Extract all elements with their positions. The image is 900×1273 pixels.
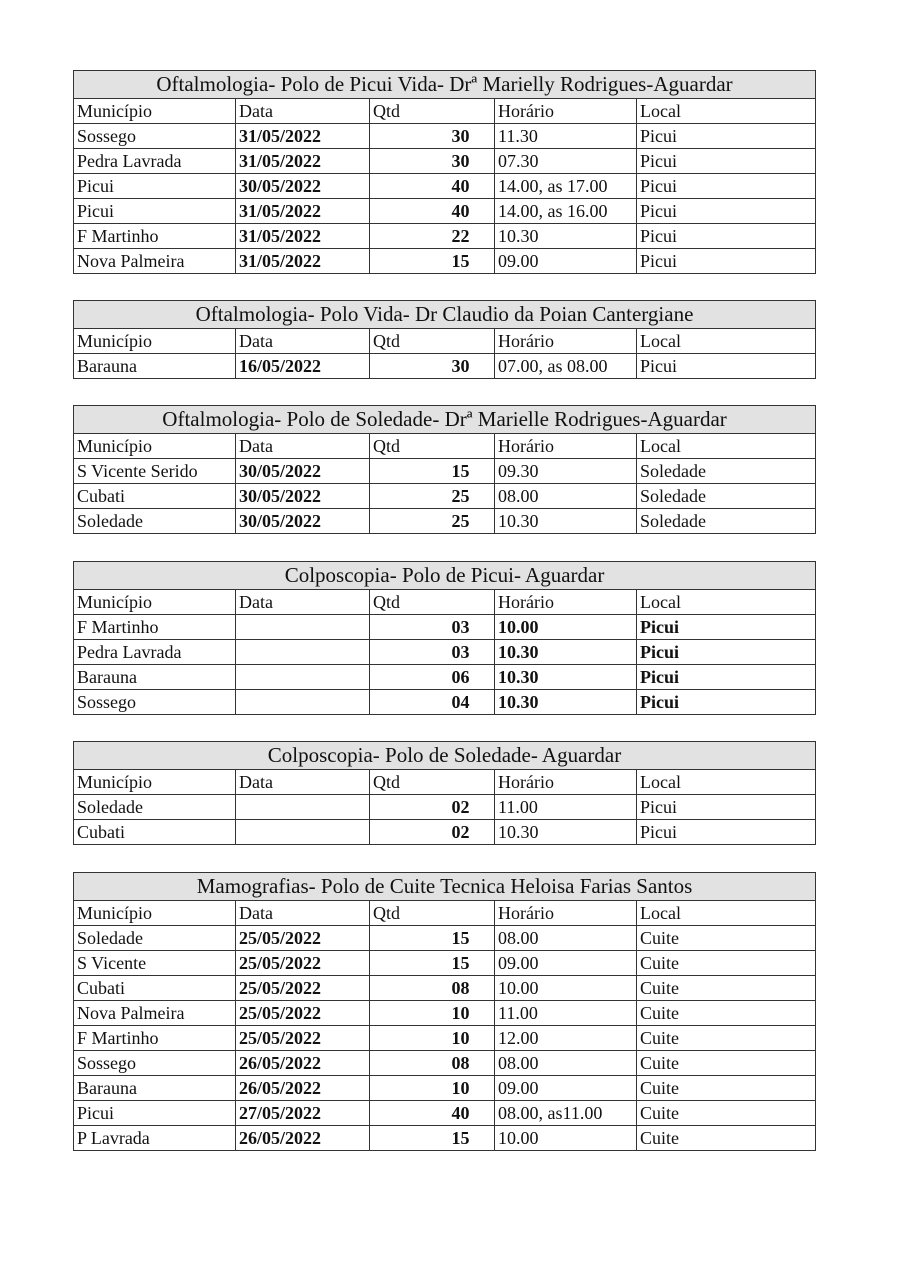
municipio: Picui	[74, 1101, 236, 1126]
table-title: Oftalmologia- Polo de Soledade- Drª Marielle Rodrigues-Aguardar	[74, 406, 816, 434]
data: 26/05/2022	[236, 1126, 370, 1151]
qtd: 30	[370, 124, 495, 149]
header-row	[74, 770, 816, 795]
table-row	[74, 174, 816, 199]
local: Cuite	[637, 1126, 816, 1151]
horario: 08.00, as11.00	[495, 1101, 637, 1126]
local: Picui	[637, 149, 816, 174]
table-row	[74, 1001, 816, 1026]
col-header-local: Local	[637, 590, 816, 615]
data	[236, 640, 370, 665]
data	[236, 795, 370, 820]
table-row	[74, 665, 816, 690]
data: 26/05/2022	[236, 1076, 370, 1101]
data: 25/05/2022	[236, 951, 370, 976]
horario: 09.00	[495, 249, 637, 274]
table-row	[74, 820, 816, 845]
data: 30/05/2022	[236, 509, 370, 534]
qtd: 08	[370, 1051, 495, 1076]
data	[236, 690, 370, 715]
table-row	[74, 795, 816, 820]
municipio: Nova Palmeira	[74, 249, 236, 274]
municipio: Soledade	[74, 509, 236, 534]
horario: 09.30	[495, 459, 637, 484]
qtd: 08	[370, 976, 495, 1001]
horario: 07.00, as 08.00	[495, 354, 637, 379]
local: Picui	[637, 820, 816, 845]
table-row	[74, 124, 816, 149]
table-title: Colposcopia- Polo de Picui- Aguardar	[74, 562, 816, 590]
municipio: Pedra Lavrada	[74, 640, 236, 665]
local: Cuite	[637, 1051, 816, 1076]
horario: 11.00	[495, 1001, 637, 1026]
col-header-horario: Horário	[495, 99, 637, 124]
local: Picui	[637, 665, 816, 690]
col-header-municipio: Município	[74, 590, 236, 615]
local: Cuite	[637, 1101, 816, 1126]
horario: 11.00	[495, 795, 637, 820]
table-row	[74, 354, 816, 379]
local: Cuite	[637, 976, 816, 1001]
municipio: Cubati	[74, 820, 236, 845]
table-row	[74, 1101, 816, 1126]
col-header-qtd: Qtd	[370, 434, 495, 459]
table-row	[74, 149, 816, 174]
header-row	[74, 99, 816, 124]
col-header-local: Local	[637, 901, 816, 926]
data	[236, 820, 370, 845]
horario: 11.30	[495, 124, 637, 149]
header-row	[74, 590, 816, 615]
table-row	[74, 224, 816, 249]
col-header-municipio: Município	[74, 434, 236, 459]
table-row	[74, 249, 816, 274]
municipio: Cubati	[74, 484, 236, 509]
table-oftalmologia-polo-vida	[73, 300, 816, 379]
data: 30/05/2022	[236, 484, 370, 509]
municipio: Nova Palmeira	[74, 1001, 236, 1026]
municipio: Pedra Lavrada	[74, 149, 236, 174]
local: Cuite	[637, 1026, 816, 1051]
header-row	[74, 434, 816, 459]
table-title: Oftalmologia- Polo de Picui Vida- Drª Marielly Rodrigues-Aguardar	[74, 71, 816, 99]
local: Cuite	[637, 1001, 816, 1026]
col-header-horario: Horário	[495, 434, 637, 459]
col-header-municipio: Município	[74, 770, 236, 795]
col-header-local: Local	[637, 99, 816, 124]
local: Picui	[637, 174, 816, 199]
col-header-horario: Horário	[495, 901, 637, 926]
municipio: Barauna	[74, 665, 236, 690]
horario: 07.30	[495, 149, 637, 174]
qtd: 40	[370, 199, 495, 224]
horario: 12.00	[495, 1026, 637, 1051]
table-row	[74, 484, 816, 509]
qtd: 10	[370, 1076, 495, 1101]
col-header-qtd: Qtd	[370, 99, 495, 124]
horario: 10.30	[495, 509, 637, 534]
data: 25/05/2022	[236, 976, 370, 1001]
col-header-municipio: Município	[74, 329, 236, 354]
horario: 10.30	[495, 820, 637, 845]
local: Picui	[637, 690, 816, 715]
horario: 08.00	[495, 484, 637, 509]
col-header-horario: Horário	[495, 329, 637, 354]
col-header-data: Data	[236, 99, 370, 124]
qtd: 15	[370, 951, 495, 976]
municipio: F Martinho	[74, 1026, 236, 1051]
qtd: 02	[370, 795, 495, 820]
col-header-qtd: Qtd	[370, 329, 495, 354]
qtd: 15	[370, 459, 495, 484]
qtd: 02	[370, 820, 495, 845]
local: Cuite	[637, 926, 816, 951]
municipio: F Martinho	[74, 224, 236, 249]
municipio: Soledade	[74, 795, 236, 820]
col-header-qtd: Qtd	[370, 590, 495, 615]
municipio: Sossego	[74, 124, 236, 149]
local: Picui	[637, 124, 816, 149]
municipio: Soledade	[74, 926, 236, 951]
data: 31/05/2022	[236, 224, 370, 249]
data: 26/05/2022	[236, 1051, 370, 1076]
horario: 14.00, as 17.00	[495, 174, 637, 199]
table-row	[74, 1026, 816, 1051]
qtd: 25	[370, 484, 495, 509]
qtd: 40	[370, 1101, 495, 1126]
col-header-qtd: Qtd	[370, 770, 495, 795]
table-row	[74, 1126, 816, 1151]
qtd: 15	[370, 1126, 495, 1151]
qtd: 30	[370, 354, 495, 379]
table-title: Oftalmologia- Polo Vida- Dr Claudio da Poian Cantergiane	[74, 301, 816, 329]
col-header-local: Local	[637, 329, 816, 354]
horario: 08.00	[495, 1051, 637, 1076]
col-header-data: Data	[236, 434, 370, 459]
col-header-municipio: Município	[74, 99, 236, 124]
qtd: 10	[370, 1026, 495, 1051]
table-row	[74, 199, 816, 224]
qtd: 03	[370, 615, 495, 640]
col-header-data: Data	[236, 329, 370, 354]
qtd: 03	[370, 640, 495, 665]
horario: 10.30	[495, 690, 637, 715]
municipio: Sossego	[74, 1051, 236, 1076]
header-row	[74, 329, 816, 354]
horario: 10.00	[495, 1126, 637, 1151]
data: 25/05/2022	[236, 926, 370, 951]
table-row	[74, 976, 816, 1001]
table-row	[74, 1076, 816, 1101]
col-header-horario: Horário	[495, 590, 637, 615]
table-row	[74, 509, 816, 534]
table-colposcopia-soledade	[73, 741, 816, 845]
horario: 09.00	[495, 1076, 637, 1101]
local: Cuite	[637, 951, 816, 976]
local: Picui	[637, 199, 816, 224]
local: Picui	[637, 224, 816, 249]
col-header-qtd: Qtd	[370, 901, 495, 926]
local: Picui	[637, 795, 816, 820]
municipio: Sossego	[74, 690, 236, 715]
qtd: 06	[370, 665, 495, 690]
table-title: Mamografias- Polo de Cuite Tecnica Heloisa Farias Santos	[74, 873, 816, 901]
municipio: S Vicente	[74, 951, 236, 976]
horario: 10.30	[495, 640, 637, 665]
data: 30/05/2022	[236, 174, 370, 199]
qtd: 22	[370, 224, 495, 249]
data: 30/05/2022	[236, 459, 370, 484]
municipio: F Martinho	[74, 615, 236, 640]
table-row	[74, 926, 816, 951]
col-header-horario: Horário	[495, 770, 637, 795]
data: 31/05/2022	[236, 199, 370, 224]
data	[236, 665, 370, 690]
local: Picui	[637, 615, 816, 640]
qtd: 40	[370, 174, 495, 199]
horario: 10.30	[495, 665, 637, 690]
local: Picui	[637, 640, 816, 665]
municipio: Cubati	[74, 976, 236, 1001]
data: 16/05/2022	[236, 354, 370, 379]
col-header-local: Local	[637, 434, 816, 459]
qtd: 15	[370, 926, 495, 951]
col-header-data: Data	[236, 590, 370, 615]
table-row	[74, 640, 816, 665]
municipio: Picui	[74, 199, 236, 224]
header-row	[74, 901, 816, 926]
table-row	[74, 1051, 816, 1076]
local: Soledade	[637, 509, 816, 534]
table-row	[74, 690, 816, 715]
table-oftalmologia-picui-vida	[73, 70, 816, 274]
municipio: S Vicente Serido	[74, 459, 236, 484]
qtd: 15	[370, 249, 495, 274]
data: 25/05/2022	[236, 1026, 370, 1051]
local: Picui	[637, 354, 816, 379]
col-header-local: Local	[637, 770, 816, 795]
table-row	[74, 615, 816, 640]
qtd: 30	[370, 149, 495, 174]
qtd: 10	[370, 1001, 495, 1026]
horario: 09.00	[495, 951, 637, 976]
data: 27/05/2022	[236, 1101, 370, 1126]
col-header-municipio: Município	[74, 901, 236, 926]
horario: 10.00	[495, 615, 637, 640]
municipio: Barauna	[74, 1076, 236, 1101]
horario: 10.30	[495, 224, 637, 249]
local: Picui	[637, 249, 816, 274]
horario: 14.00, as 16.00	[495, 199, 637, 224]
local: Soledade	[637, 484, 816, 509]
qtd: 04	[370, 690, 495, 715]
data: 31/05/2022	[236, 249, 370, 274]
table-mamografias-cuite	[73, 872, 816, 1151]
local: Cuite	[637, 1076, 816, 1101]
horario: 08.00	[495, 926, 637, 951]
col-header-data: Data	[236, 770, 370, 795]
data: 31/05/2022	[236, 124, 370, 149]
horario: 10.00	[495, 976, 637, 1001]
table-title: Colposcopia- Polo de Soledade- Aguardar	[74, 742, 816, 770]
table-row	[74, 951, 816, 976]
table-row	[74, 459, 816, 484]
table-colposcopia-picui	[73, 561, 816, 715]
data	[236, 615, 370, 640]
local: Soledade	[637, 459, 816, 484]
qtd: 25	[370, 509, 495, 534]
municipio: P Lavrada	[74, 1126, 236, 1151]
table-oftalmologia-soledade	[73, 405, 816, 534]
data: 31/05/2022	[236, 149, 370, 174]
data: 25/05/2022	[236, 1001, 370, 1026]
col-header-data: Data	[236, 901, 370, 926]
municipio: Picui	[74, 174, 236, 199]
municipio: Barauna	[74, 354, 236, 379]
